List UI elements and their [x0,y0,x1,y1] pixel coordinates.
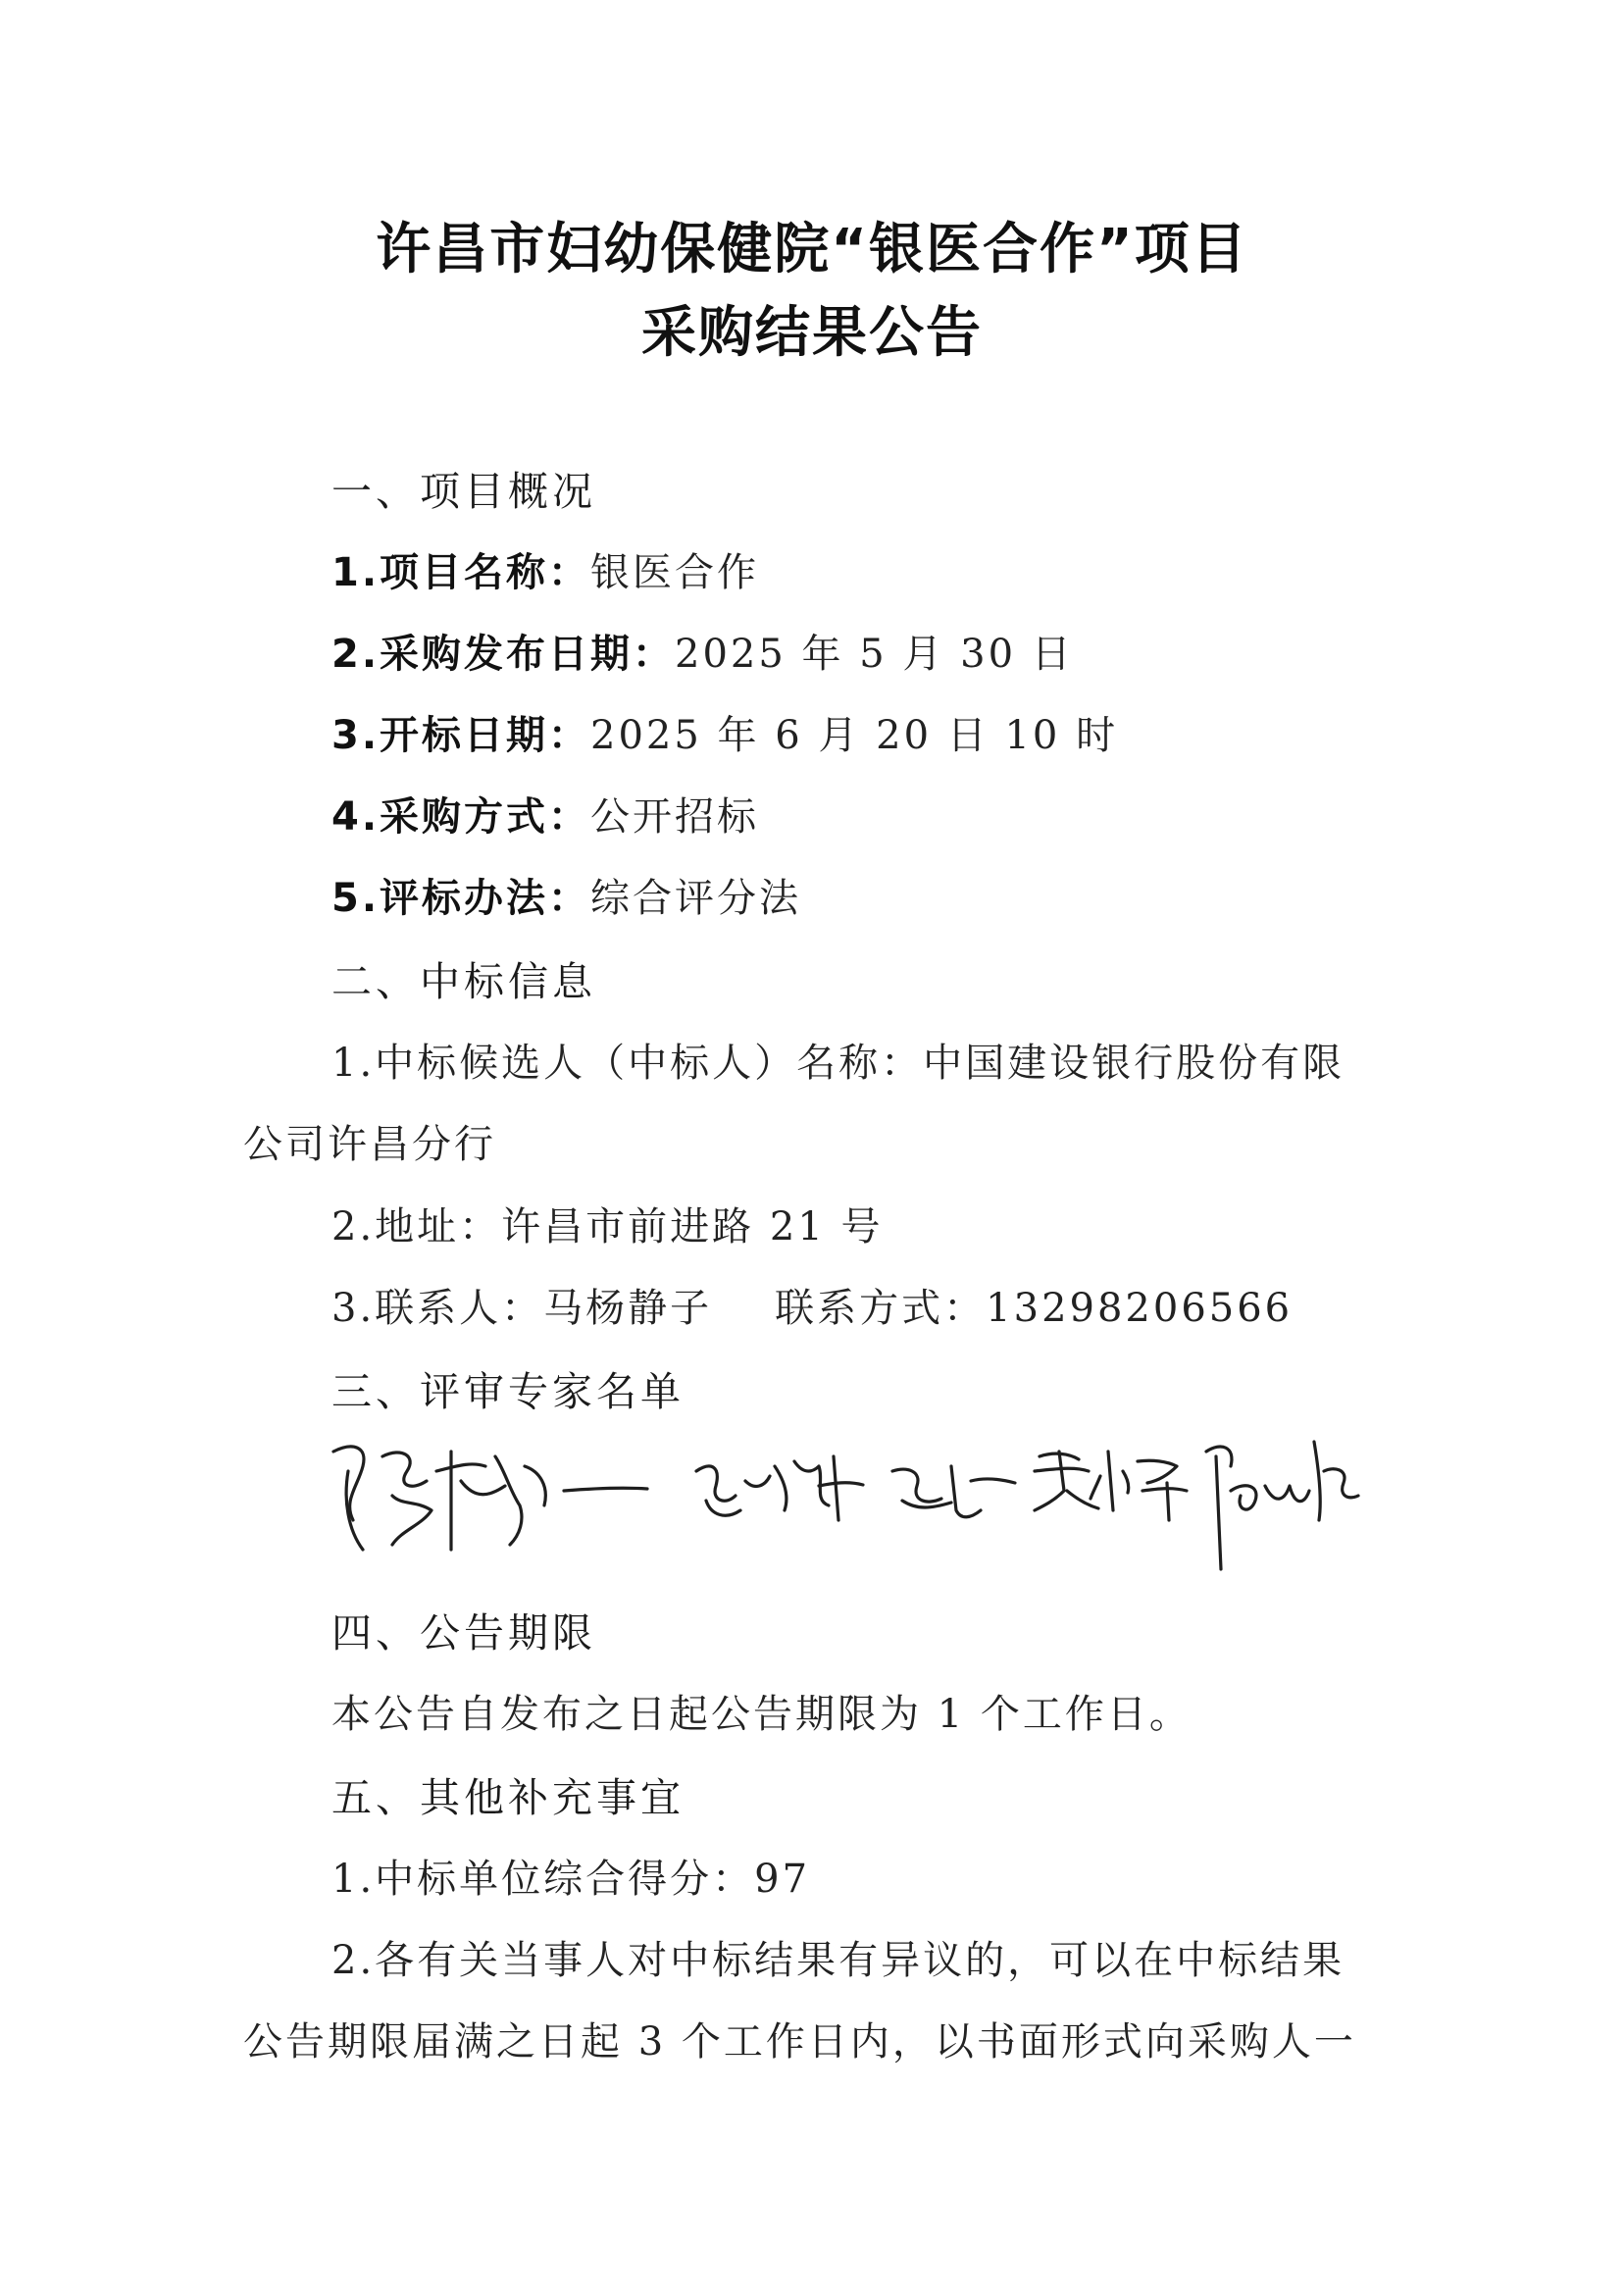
bid-opening-date-row [331,704,1118,760]
release-date-label: 2.采购发布日期： [331,632,676,677]
section-heading-winning-bid: 二、中标信息 [331,958,596,1005]
signature-2 [696,1456,1015,1520]
section-heading-other-matters: 五、其他补充事宜 [331,1774,685,1821]
winner-name-line1: 1.中标候选人（中标人）名称：中国建设银行股份有限 [331,1041,1345,1086]
contact-row [331,1277,1293,1333]
bid-opening-date-label: 3.开标日期： [331,713,591,758]
winner-address: 2.地址：许昌市前进路 21 号 [331,1204,884,1249]
document-title-line1: 许昌市妇幼保健院“银医合作”项目 [376,218,1248,281]
evaluation-method-row [331,867,801,923]
winner-score: 1.中标单位综合得分：97 [331,1857,811,1902]
signature-3 [1035,1452,1187,1520]
signature-4 [1206,1442,1358,1569]
announcement-period-text: 本公告自发布之日起公告期限为 1 个工作日。 [331,1692,1192,1737]
winner-name-line2: 公司许昌分行 [243,1122,496,1167]
project-name-value: 银医合作 [590,550,760,595]
project-name-label: 1.项目名称： [331,550,591,595]
evaluation-method-value: 综合评分法 [590,876,802,921]
signature-1 [333,1447,647,1550]
contact-person: 3.联系人：马杨静子 [331,1286,713,1331]
evaluation-method-label: 5.评标办法： [331,876,591,921]
objection-text-line2: 公告期限届满之日起 3 个工作日内，以书面形式向采购人一 [243,2019,1356,2065]
section-heading-announcement-period: 四、公告期限 [331,1609,596,1657]
document-title-line2: 采购结果公告 [641,301,983,365]
objection-text-line1: 2.各有关当事人对中标结果有异议的，可以在中标结果 [331,1938,1345,1983]
section-heading-expert-list: 三、评审专家名单 [331,1368,685,1415]
contact-method: 联系方式：13298206566 [775,1286,1294,1331]
section-heading-project-overview: 一、项目概况 [331,468,596,515]
release-date-row [331,623,1074,679]
procurement-method-value: 公开招标 [590,794,760,840]
project-name-row [331,541,759,597]
procurement-method-label: 4.采购方式： [331,794,591,840]
procurement-method-row [331,786,759,841]
release-date-value: 2025 年 5 月 30 日 [675,632,1074,677]
expert-signatures [324,1412,1363,1579]
bid-opening-date-value: 2025 年 6 月 20 日 10 时 [590,713,1119,758]
